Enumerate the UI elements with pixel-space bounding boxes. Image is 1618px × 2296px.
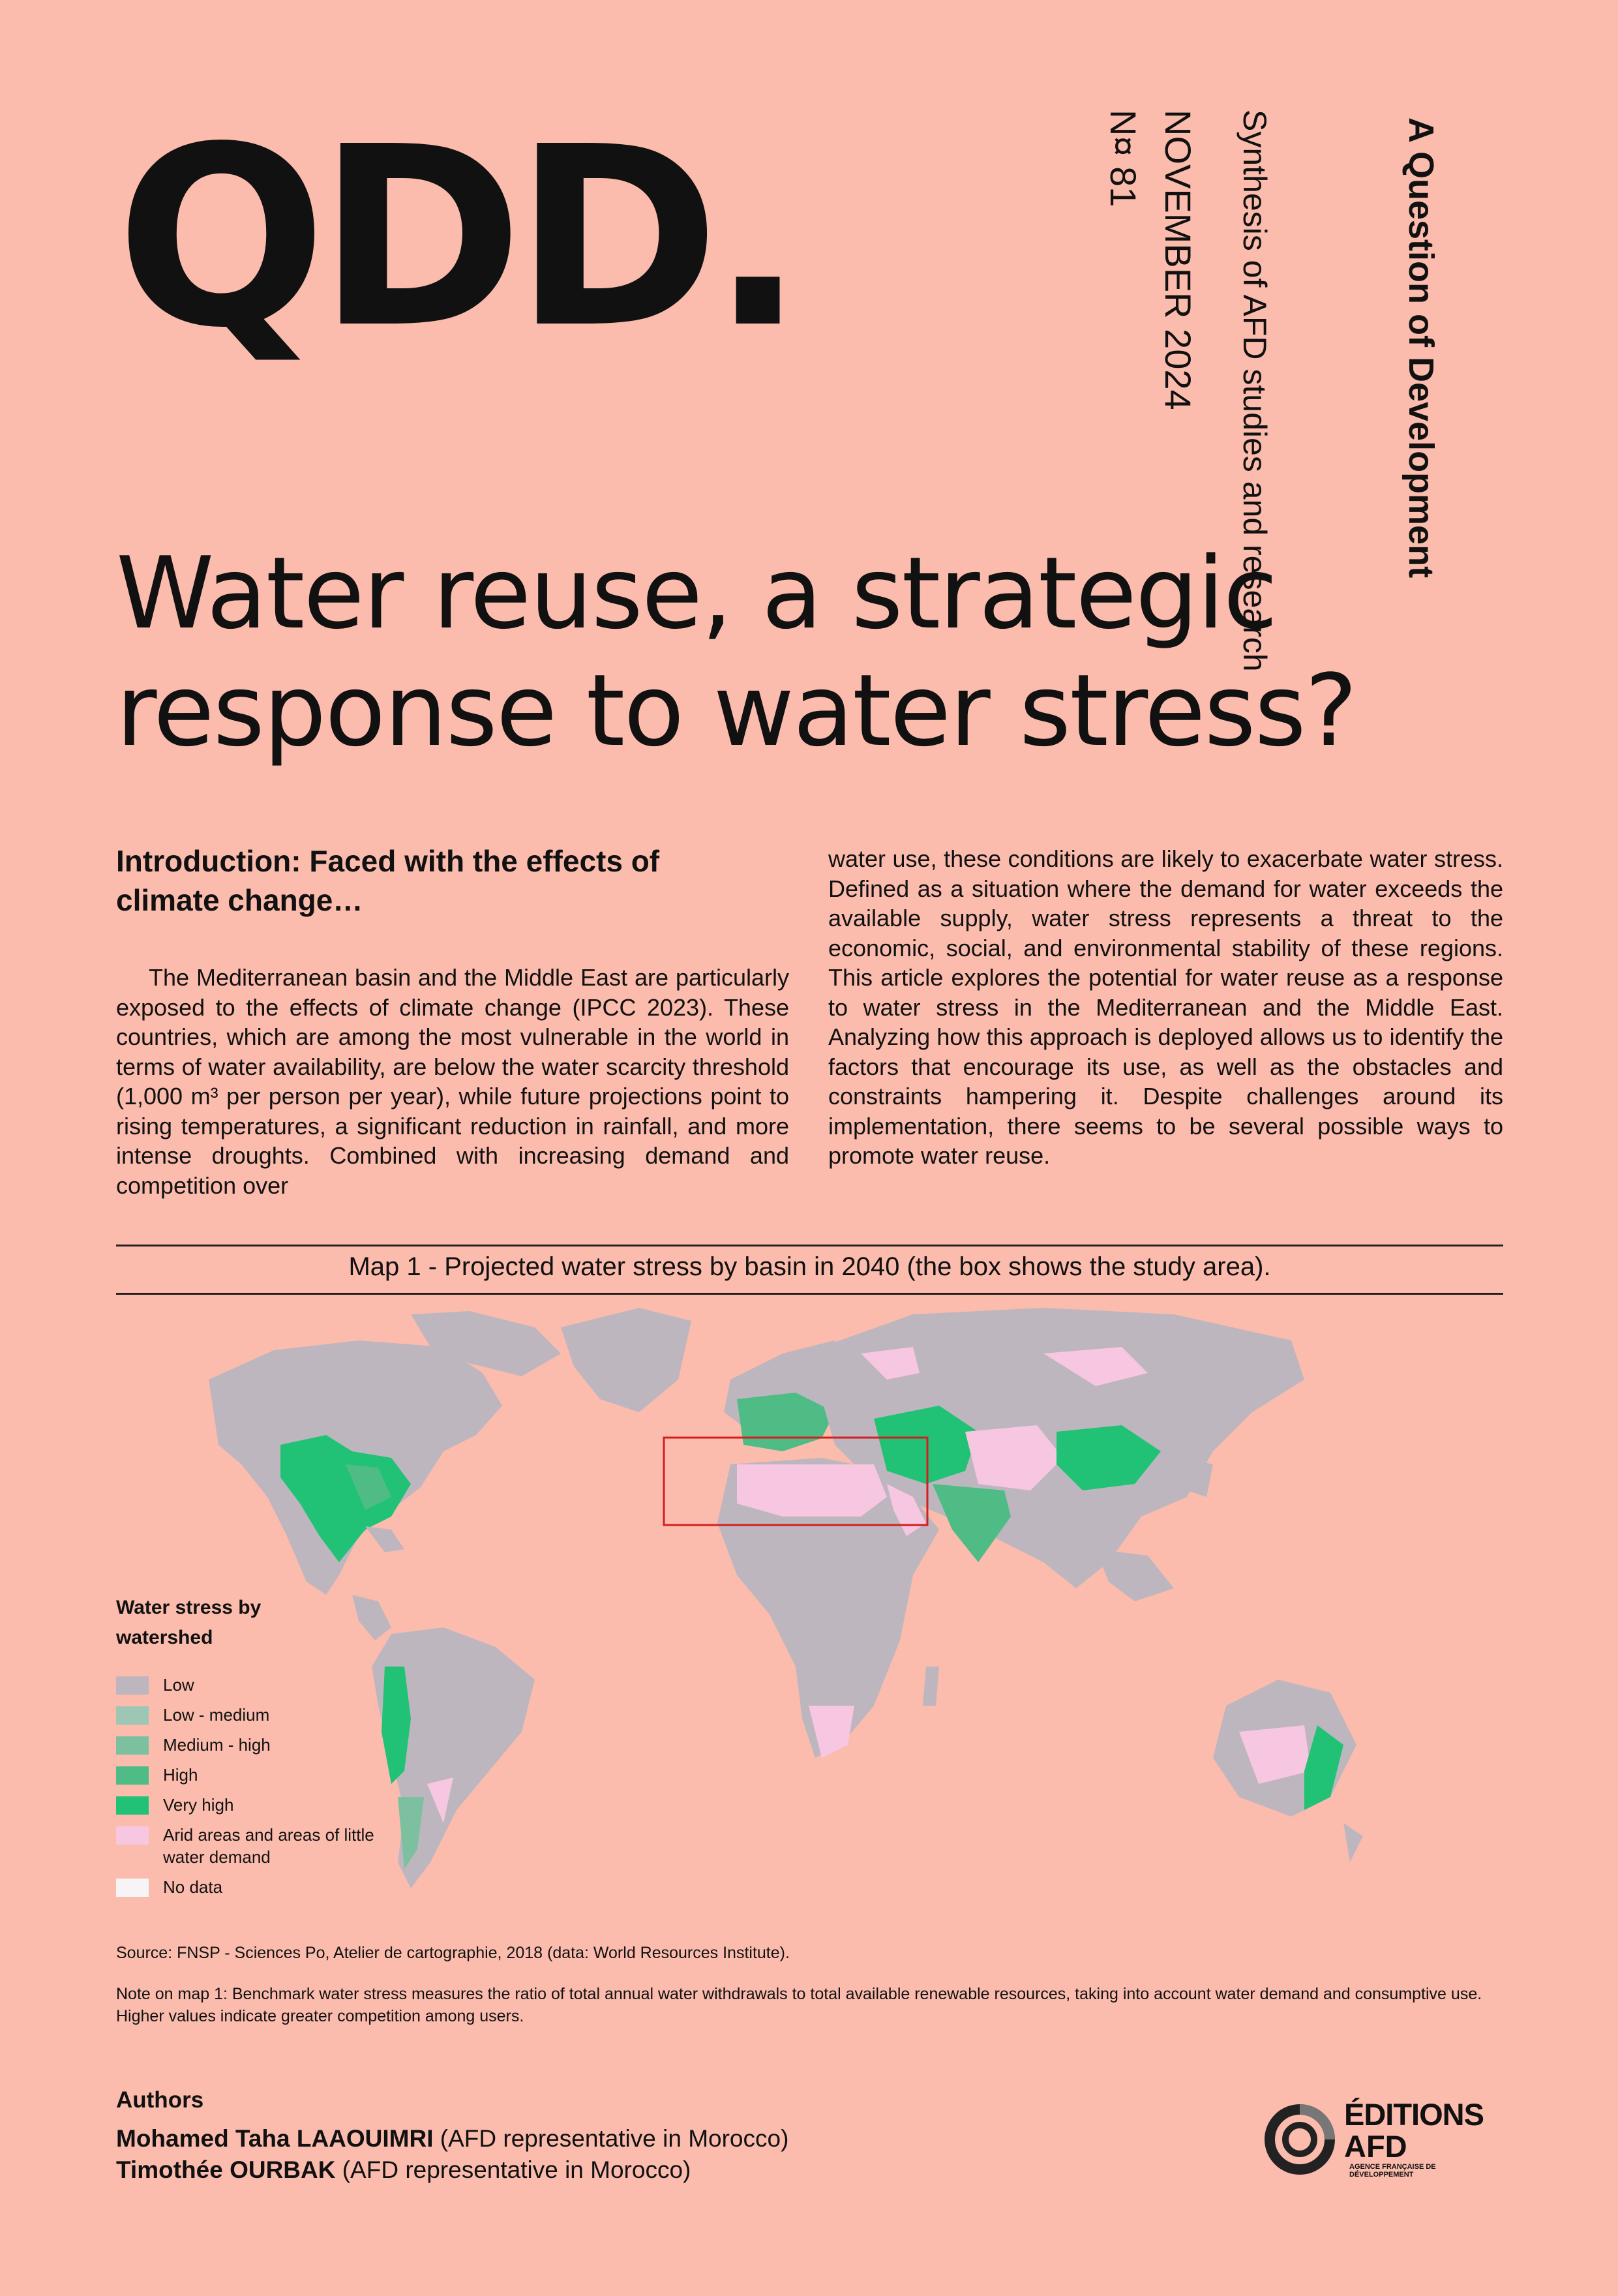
map-note: Note on map 1: Benchmark water stress measures the ratio of total annual water withdrawals to total available renewable resources, taking into account water demand and consumptive use. Higher values indicate greater competition among users. [116,1985,1482,2025]
legend-item [116,1734,385,1756]
author-line [116,2125,788,2152]
qdd-logo: QDD. [116,93,796,382]
caption-top-rule [116,1245,1503,1246]
legend-swatch-arid [116,1826,149,1845]
legend-label: Low [163,1675,194,1695]
intro-heading: Introduction: Faced with the effects of climate change… [116,844,660,917]
legend-label: No data [163,1877,223,1897]
issue-date: NOVEMBER 2024 [1158,110,1199,410]
publisher-acronym: AFD [1344,2129,1407,2164]
legend-swatch-medium-high [116,1736,149,1755]
south-america [372,1627,535,1888]
legend-swatch-very-high [116,1796,149,1815]
legend-item [116,1876,385,1898]
author-role: (AFD representative in Morocco) [440,2125,789,2152]
map-source: Source: FNSP - Sciences Po, Atelier de cartographie, 2018 (data: World Resources Institute). [116,1944,790,1962]
publisher-name: ÉDITIONS [1344,2097,1484,2132]
afd-ring-icon [1262,2102,1338,2177]
legend-title: Water stress by watershed [116,1597,262,1648]
author-line [116,2156,691,2184]
legend-label: Medium - high [163,1735,271,1755]
legend-item [116,1704,385,1726]
author-name: Timothée OURBAK [116,2156,336,2183]
legend-item [116,1764,385,1786]
legend-swatch-low [116,1676,149,1695]
publisher-tagline: AGENCE FRANÇAISE DE DÉVELOPPEMENT [1349,2163,1436,2179]
legend-label: Very high [163,1795,234,1815]
legend-swatch-high [116,1766,149,1785]
intro-paragraph-right: water use, these conditions are likely to exacerbate water stress. Defined as a situation where the demand for water exceeds the available supply, water stress represents a threat to the economic, social, and environmental stability of these regions. This article explores the potential for water reuse as a response to water stress in the Mediterranean and the Middle East. Analyzing how this approach is deployed allows us to identify the factors that encourage its use, as well as the obstacles and constraints hampering it. Despite challenges around its implementation, there seems to be several possible ways to promote water reuse. [828,845,1503,1169]
legend-label: High [163,1765,198,1785]
author-role: (AFD representative in Morocco) [342,2156,691,2183]
legend-swatch-low-medium [116,1706,149,1725]
legend-item [116,1824,385,1868]
author-name: Mohamed Taha LAAOUIMRI [116,2125,434,2152]
page-title: Water reuse, a strategic response to water stress? [116,536,1356,768]
intro-paragraph-left: The Mediterranean basin and the Middle East are particularly exposed to the effects of climate change (IPCC 2023). These countries, which are among the most vulnerable in the world in terms of water availability, are below the water scarcity threshold (1,000 m³ per person per year), while future projections point to rising temperatures, a significant reduction in rainfall, and more intense droughts. Combined with increasing demand and competition over [116,964,789,1199]
series-subtitle: Synthesis of AFD studies and research [1236,110,1273,672]
africa [717,1458,939,1758]
australia [1213,1680,1363,1862]
greenland [561,1308,691,1412]
legend-label: Arid areas and areas of little water demand [163,1825,374,1867]
legend-item [116,1794,385,1816]
issue-number: N¤ 81 [1103,110,1144,207]
caption-bottom-rule [116,1293,1503,1295]
authors-heading: Authors [116,2087,204,2113]
issue-info [1096,110,1205,410]
north-america [209,1311,561,1640]
legend-item [116,1674,385,1696]
series-title: A Question of Development [1401,117,1441,579]
legend-swatch-no-data [116,1879,149,1897]
editions-afd-logo [1262,2097,1503,2179]
map-caption: Map 1 - Projected water stress by basin in 2040 (the box shows the study area). [348,1252,1271,1281]
legend-label: Low - medium [163,1705,270,1725]
